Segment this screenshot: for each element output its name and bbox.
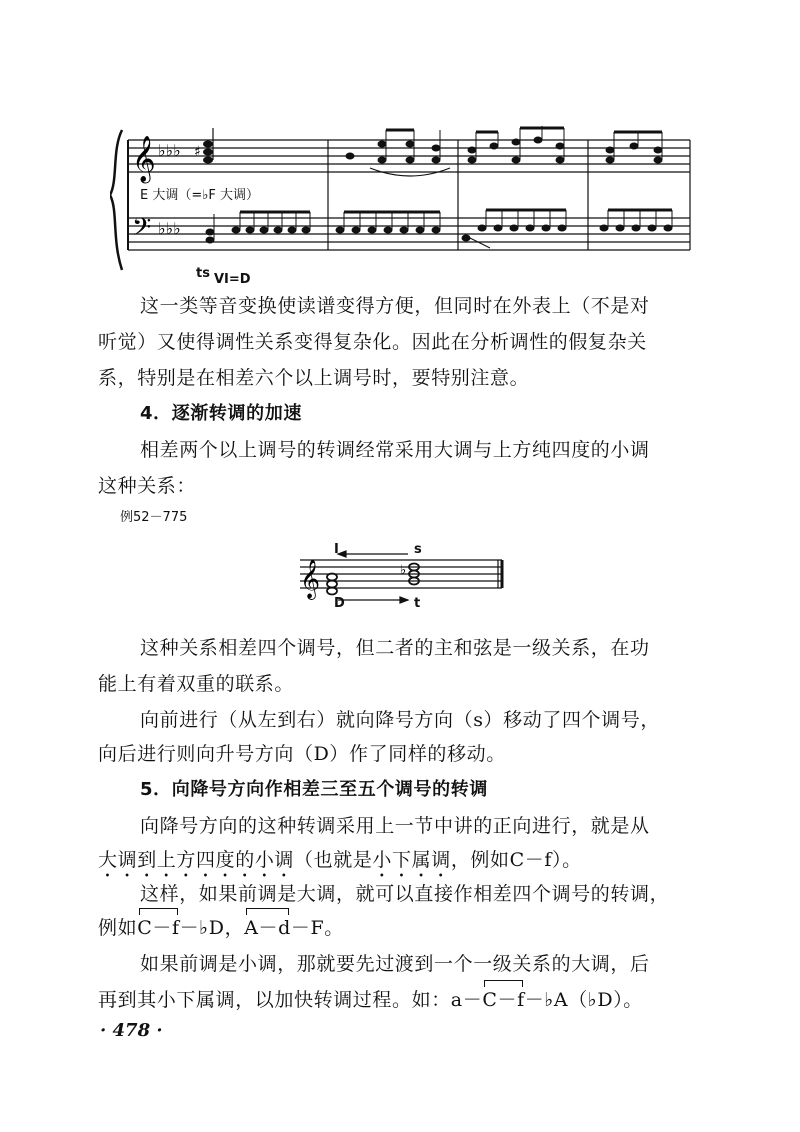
tonic-mark: ts <box>196 266 210 281</box>
section-4-heading: 4．逐渐转调的加速 <box>140 403 302 424</box>
section-5-line-4-e: －F。 <box>290 917 344 939</box>
example-label: 例52－775 <box>120 510 188 525</box>
svg-text:𝄞: 𝄞 <box>300 559 321 599</box>
section-5-line-5: 如果前调是小调，那就要先过渡到一个一级关系的大调，后 <box>140 953 650 975</box>
example-staff-graphic <box>296 540 516 620</box>
paragraph-1-line-2: 听觉）又使得调性关系变得复杂化。因此在分析调性的假复杂关 <box>98 331 647 353</box>
section-5-line-4-c: －♭D， <box>179 917 245 939</box>
section-5-line-2-b: 小调 <box>254 849 295 871</box>
music-score <box>110 120 700 290</box>
section-5-line-2-e: ，例如C－f）。 <box>450 849 582 871</box>
section-5-line-6-c: －♭A（♭D）。 <box>524 989 643 1011</box>
section-5-line-2-a: 大调到上方四度的 <box>98 849 255 871</box>
section-5-line-4-a: 例如 <box>98 917 138 939</box>
section-5-line-4 <box>98 914 710 942</box>
score-staves <box>110 120 700 290</box>
section-5-line-2-c: （也就是 <box>294 849 373 871</box>
svg-text:♭♭♭: ♭♭♭ <box>158 141 181 160</box>
example-top-left: I <box>334 542 339 557</box>
section-5-line-4-b: C－f <box>137 914 179 942</box>
paragraph-2-line-1: 这种关系相差四个调号，但二者的主和弦是一级关系，在功 <box>140 637 650 659</box>
paragraph-2-line-2: 能上有着双重的联系。 <box>98 673 295 695</box>
svg-text:♯: ♯ <box>194 144 201 160</box>
chord-label: VI=D <box>214 272 251 287</box>
section-5-line-2 <box>98 846 710 882</box>
section-5-line-2-d: 小下属调 <box>372 849 451 871</box>
page-number: · 478 · <box>100 1020 163 1041</box>
section-5-line-6-b: C－f <box>482 986 524 1014</box>
section-5-line-1: 向降号方向的这种转调采用上一节中讲的正向进行，就是从 <box>140 815 650 837</box>
section-5-line-6 <box>98 986 710 1014</box>
key-label: E 大调（=♭F 大调） <box>140 188 259 203</box>
paragraph-1-line-1: 这一类等音变换使读谱变得方便，但同时在外表上（不是对 <box>140 295 650 317</box>
svg-text:𝄞: 𝄞 <box>132 136 156 182</box>
section-4-line-2: 这种关系： <box>98 475 197 497</box>
example-staff <box>296 540 516 620</box>
section-5-line-3: 这样，如果前调是大调，就可以直接作相差四个调号的转调， <box>140 883 670 905</box>
svg-text:𝄢: 𝄢 <box>132 213 152 248</box>
paragraph-1-line-3: 系，特别是在相差六个以上调号时，要特别注意。 <box>98 367 530 389</box>
paragraph-3-line-2: 向后进行则向升号方向（D）作了同样的移动。 <box>98 743 506 765</box>
section-4-line-1: 相差两个以上调号的转调经常采用大调与上方纯四度的小调 <box>140 439 650 461</box>
section-5-heading: 5．向降号方向作相差三至五个调号的转调 <box>140 779 488 800</box>
section-5-line-6-a: 再到其小下属调，以加快转调过程。如：a－ <box>98 989 483 1011</box>
paragraph-3-line-1: 向前进行（从左到右）就向降号方向（s）移动了四个调号， <box>140 709 660 731</box>
example-bottom-left: D <box>334 596 345 611</box>
svg-text:♭♭♭: ♭♭♭ <box>158 219 181 238</box>
section-5-line-4-d: A－d <box>244 914 291 942</box>
example-bottom-right: t <box>414 596 421 611</box>
svg-text:♭: ♭ <box>400 563 407 578</box>
example-top-right: s <box>414 542 422 557</box>
